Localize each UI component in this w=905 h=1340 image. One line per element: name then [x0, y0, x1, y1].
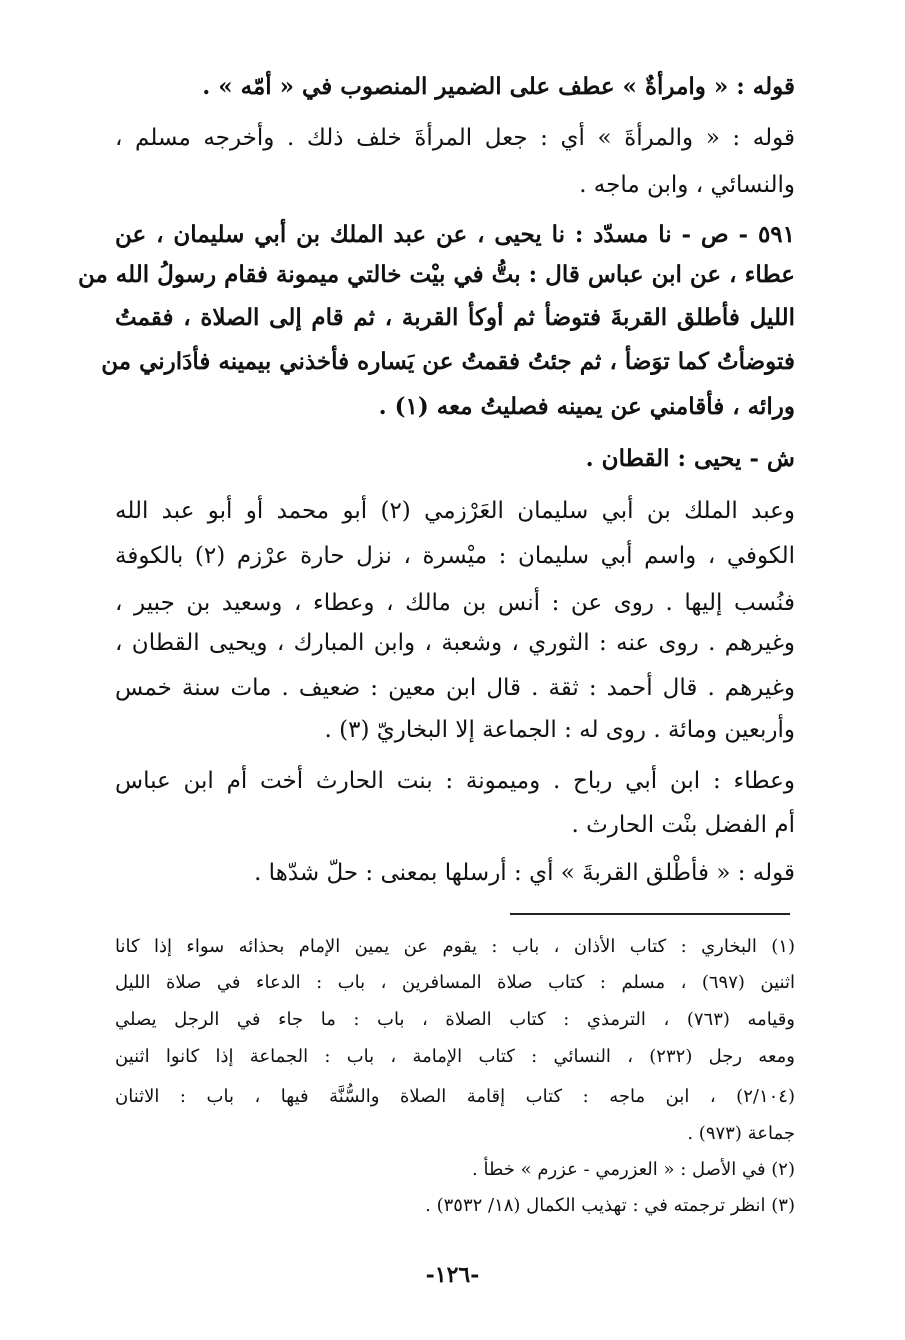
body-line: أم الفضل بنْت الحارث .	[571, 812, 795, 838]
body-line: الليل فأطلق القربةَ فتوضأ ثم أوكأ القربة ، ثم قام إلى الصلاة ، فقمتُ	[115, 304, 795, 331]
body-line: الكوفي ، واسم أبي سليمان : ميْسرة ، نزل حارة عرْزم (٢) بالكوفة	[115, 543, 795, 569]
body-line: وأربعين ومائة . روى له : الجماعة إلا البخاريّ (٣) .	[324, 717, 795, 743]
body-line: ش - يحيى : القطان .	[585, 445, 795, 472]
body-line: فتوضأتُ كما توَضأ ، ثم جئتُ فقمتُ عن يَساره فأخذني بيمينه فأدَارني من	[101, 348, 795, 375]
body-line: ٥٩١ - ص - نا مسدّد : نا يحيى ، عن عبد الملك بن أبي سليمان ، عن	[115, 221, 795, 248]
body-line: ورائه ، فأقامني عن يمينه فصليتُ معه (١) .	[378, 393, 795, 420]
footnote-line: (٢) في الأصل : « العزرمي - عزرم » خطأ .	[472, 1159, 795, 1180]
body-line: والنسائي ، وابن ماجه .	[579, 172, 795, 198]
body-line: وغيرهم . قال أحمد : ثقة . قال ابن معين : ضعيف . مات سنة خمس	[115, 675, 795, 701]
footnote-line: (٢/١٠٤) ، ابن ماجه : كتاب إقامة الصلاة والسُّنَّة فيها ، باب : الاثنان	[115, 1086, 795, 1107]
footnote-line: (١) البخاري : كتاب الأذان ، باب : يقوم عن يمين الإمام بحذائه سواء إذا كانا	[115, 936, 795, 957]
footnote-separator	[510, 913, 790, 915]
footnote-line: اثنين (٦٩٧) ، مسلم : كتاب صلاة المسافرين ، باب : الدعاء في صلاة الليل	[115, 972, 795, 993]
footnote-line: ومعه رجل (٢٣٢) ، النسائي : كتاب الإمامة ، باب : الجماعة إذا كانوا اثنين	[115, 1046, 795, 1067]
body-line: وعطاء : ابن أبي رباح . وميمونة : بنت الحارث أخت أم ابن عباس	[115, 768, 795, 794]
page-number: -١٢٦-	[425, 1262, 480, 1288]
body-line: قوله : « والمرأةَ » أي : جعل المرأةَ خلف ذلك . وأخرجه مسلم ،	[115, 125, 795, 151]
body-line: قوله : « وامرأةٌ » عطف على الضمير المنصوب في « أمّه » .	[202, 73, 795, 100]
body-line: وغيرهم . روى عنه : الثوري ، وشعبة ، وابن المبارك ، ويحيى القطان ،	[115, 630, 795, 656]
footnote-line: وقيامه (٧٦٣) ، الترمذي : كتاب الصلاة ، باب : ما جاء في الرجل يصلي	[115, 1009, 796, 1030]
footnote-line: (٣) انظر ترجمته في : تهذيب الكمال (١٨/ ٣٥٣٢) .	[425, 1195, 795, 1216]
body-line: عطاء ، عن ابن عباس قال : بتُّ في بيْت خالتي ميمونة فقام رسولُ الله من	[77, 261, 795, 288]
body-line: فنُسب إليها . روى عن : أنس بن مالك ، وعطاء ، وسعيد بن جبير ،	[115, 590, 795, 616]
body-line: وعبد الملك بن أبي سليمان العَرْزمي (٢) أبو محمد أو أبو عبد الله	[115, 498, 795, 524]
footnote-line: جماعة (٩٧٣) .	[687, 1123, 795, 1144]
body-line: قوله : « فأطْلق القربةَ » أي : أرسلها بمعنى : حلّ شدّها .	[254, 860, 795, 886]
